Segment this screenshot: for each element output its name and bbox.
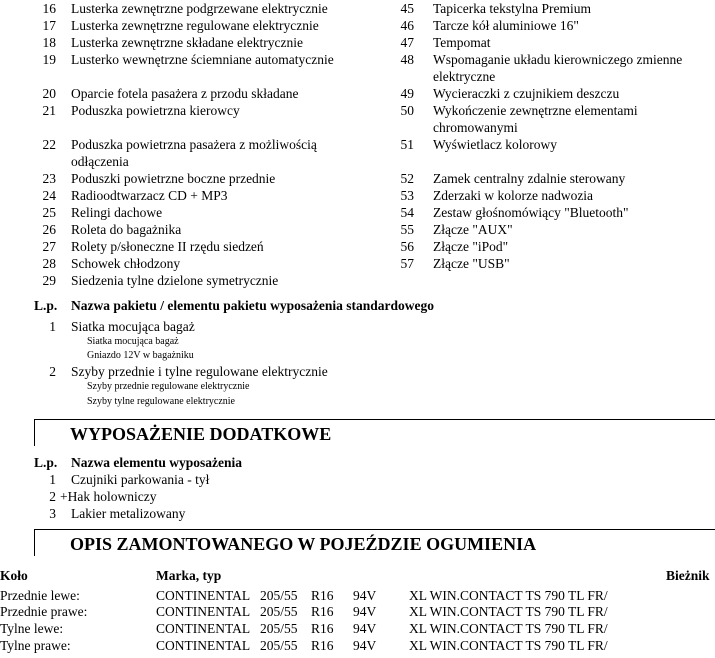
package-subitem: Szyby tylne regulowane elektrycznie <box>87 396 235 407</box>
additional-header-name: Nazwa elementu wyposażenia <box>71 455 242 470</box>
list-item-number: 52 <box>400 171 414 186</box>
list-item-number: 49 <box>400 86 414 101</box>
additional-item-number: 3 <box>49 506 56 521</box>
list-item-continuation: elektryczne <box>433 69 496 84</box>
additional-item: Lakier metalizowany <box>71 506 186 521</box>
package-name: Szyby przednie i tylne regulowane elektrycznie <box>71 364 328 379</box>
list-item-number: 18 <box>42 35 56 50</box>
tire-rim: R16 <box>311 638 334 653</box>
additional-header-lp: L.p. <box>34 455 58 470</box>
list-item-number: 23 <box>42 171 56 186</box>
list-item-continuation: chromowanymi <box>433 120 518 135</box>
package-number: 1 <box>49 319 56 334</box>
package-number: 2 <box>49 364 56 379</box>
tire-index: 94V <box>353 638 377 653</box>
list-item: Wycieraczki z czujnikiem deszczu <box>433 86 620 101</box>
additional-equipment-section-header <box>34 419 715 446</box>
tires-col-brand: Marka, typ <box>156 568 222 583</box>
list-item-number: 24 <box>42 188 56 203</box>
additional-item: Czujniki parkowania - tył <box>71 472 210 487</box>
list-item-number: 51 <box>400 137 414 152</box>
list-item-number: 17 <box>42 18 56 33</box>
tire-index: 94V <box>353 588 377 603</box>
package-name: Siatka mocująca bagaż <box>71 319 195 334</box>
list-item-number: 22 <box>42 137 56 152</box>
list-item-number: 27 <box>42 239 56 254</box>
list-item: Roleta do bagażnika <box>71 222 182 237</box>
list-item-number: 28 <box>42 256 56 271</box>
tire-index: 94V <box>353 604 377 619</box>
list-item: Wspomaganie układu kierowniczego zmienne <box>433 52 683 67</box>
tire-wheel: Tylne lewe: <box>0 621 64 636</box>
list-item: Poduszka powietrzna pasażera z możliwością <box>71 137 317 152</box>
list-item: Oparcie fotela pasażera z przodu składane <box>71 86 299 101</box>
tire-index: 94V <box>353 621 377 636</box>
list-item-number: 56 <box>400 239 414 254</box>
tire-size: 205/55 <box>260 588 298 603</box>
list-item: Wyświetlacz kolorowy <box>433 137 558 152</box>
list-item: Zderzaki w kolorze nadwozia <box>433 188 594 203</box>
tire-wheel: Przednie lewe: <box>0 588 80 603</box>
tire-rim: R16 <box>311 621 334 636</box>
list-item: Złącze "iPod" <box>433 239 509 254</box>
list-item: Tempomat <box>433 35 491 50</box>
tire-rim: R16 <box>311 604 334 619</box>
list-item: Lusterka zewnętrzne regulowane elektrycznie <box>71 18 319 33</box>
package-subitem: Szyby przednie regulowane elektrycznie <box>87 381 250 392</box>
package-subitem: Gniazdo 12V w bagażniku <box>87 350 194 361</box>
tire-size: 205/55 <box>260 621 298 636</box>
tire-wheel: Przednie prawe: <box>0 604 88 619</box>
list-item: Zestaw głośnomówiący "Bluetooth" <box>433 205 629 220</box>
tire-model: XL WIN.CONTACT TS 790 TL FR/ <box>409 621 608 636</box>
list-item: Schowek chłodzony <box>71 256 181 271</box>
tire-wheel: Tylne prawe: <box>0 638 71 653</box>
list-item-number: 48 <box>400 52 414 67</box>
packages-header-lp: L.p. <box>34 298 58 313</box>
list-item-number: 25 <box>42 205 56 220</box>
list-item: Złącze "USB" <box>433 256 510 271</box>
list-item-number: 19 <box>42 52 56 67</box>
tire-model: XL WIN.CONTACT TS 790 TL FR/ <box>409 638 608 653</box>
list-item: Lusterka zewnętrzne podgrzewane elektrycznie <box>71 1 328 16</box>
packages-header-name: Nazwa pakietu / elementu pakietu wyposażenia standardowego <box>71 298 435 313</box>
list-item-number: 47 <box>400 35 414 50</box>
section-title: OPIS ZAMONTOWANEGO W POJEŹDZIE OGUMIENIA <box>70 534 537 554</box>
list-item: Zamek centralny zdalnie sterowany <box>433 171 626 186</box>
list-item-number: 20 <box>42 86 56 101</box>
list-item: Radioodtwarzacz CD + MP3 <box>71 188 228 203</box>
list-item-number: 54 <box>400 205 414 220</box>
list-item-number: 55 <box>400 222 414 237</box>
additional-item: +Hak holowniczy <box>60 489 157 504</box>
tire-size: 205/55 <box>260 604 298 619</box>
tire-brand: CONTINENTAL <box>156 621 251 636</box>
tire-brand: CONTINENTAL <box>156 588 251 603</box>
list-item: Lusterko wewnętrzne ściemniane automatycznie <box>71 52 334 67</box>
tire-model: XL WIN.CONTACT TS 790 TL FR/ <box>409 604 608 619</box>
list-item: Poduszki powietrzne boczne przednie <box>71 171 276 186</box>
tire-rim: R16 <box>311 588 334 603</box>
list-item: Siedzenia tylne dzielone symetrycznie <box>71 273 279 288</box>
package-subitem: Siatka mocująca bagaż <box>87 336 179 347</box>
tire-size: 205/55 <box>260 638 298 653</box>
tires-col-wheel: Koło <box>0 568 28 583</box>
list-item: Tarcze kół aluminiowe 16" <box>433 18 579 33</box>
tires-section-header <box>34 529 715 556</box>
tire-brand: CONTINENTAL <box>156 604 251 619</box>
additional-item-number: 1 <box>49 472 56 487</box>
additional-item-number: 2 <box>49 489 56 504</box>
list-item-number: 46 <box>400 18 414 33</box>
list-item-number: 57 <box>400 256 414 271</box>
section-title: WYPOSAŻENIE DODATKOWE <box>70 424 332 444</box>
tire-brand: CONTINENTAL <box>156 638 251 653</box>
list-item: Poduszka powietrzna kierowcy <box>71 103 240 118</box>
list-item: Złącze "AUX" <box>433 222 513 237</box>
list-item-number: 45 <box>400 1 414 16</box>
list-item-continuation: odłączenia <box>71 154 129 169</box>
list-item-number: 21 <box>42 103 56 118</box>
list-item: Lusterka zewnętrzne składane elektrycznie <box>71 35 303 50</box>
list-item: Relingi dachowe <box>71 205 163 220</box>
list-item: Tapicerka tekstylna Premium <box>433 1 592 16</box>
list-item-number: 26 <box>42 222 56 237</box>
list-item-number: 16 <box>42 1 56 16</box>
list-item: Wykończenie zewnętrzne elementami <box>433 103 638 118</box>
tires-col-tread: Bieżnik <box>666 568 710 583</box>
list-item: Rolety p/słoneczne II rzędu siedzeń <box>71 239 264 254</box>
tire-model: XL WIN.CONTACT TS 790 TL FR/ <box>409 588 608 603</box>
list-item-number: 29 <box>42 273 56 288</box>
list-item-number: 53 <box>400 188 414 203</box>
list-item-number: 50 <box>400 103 414 118</box>
